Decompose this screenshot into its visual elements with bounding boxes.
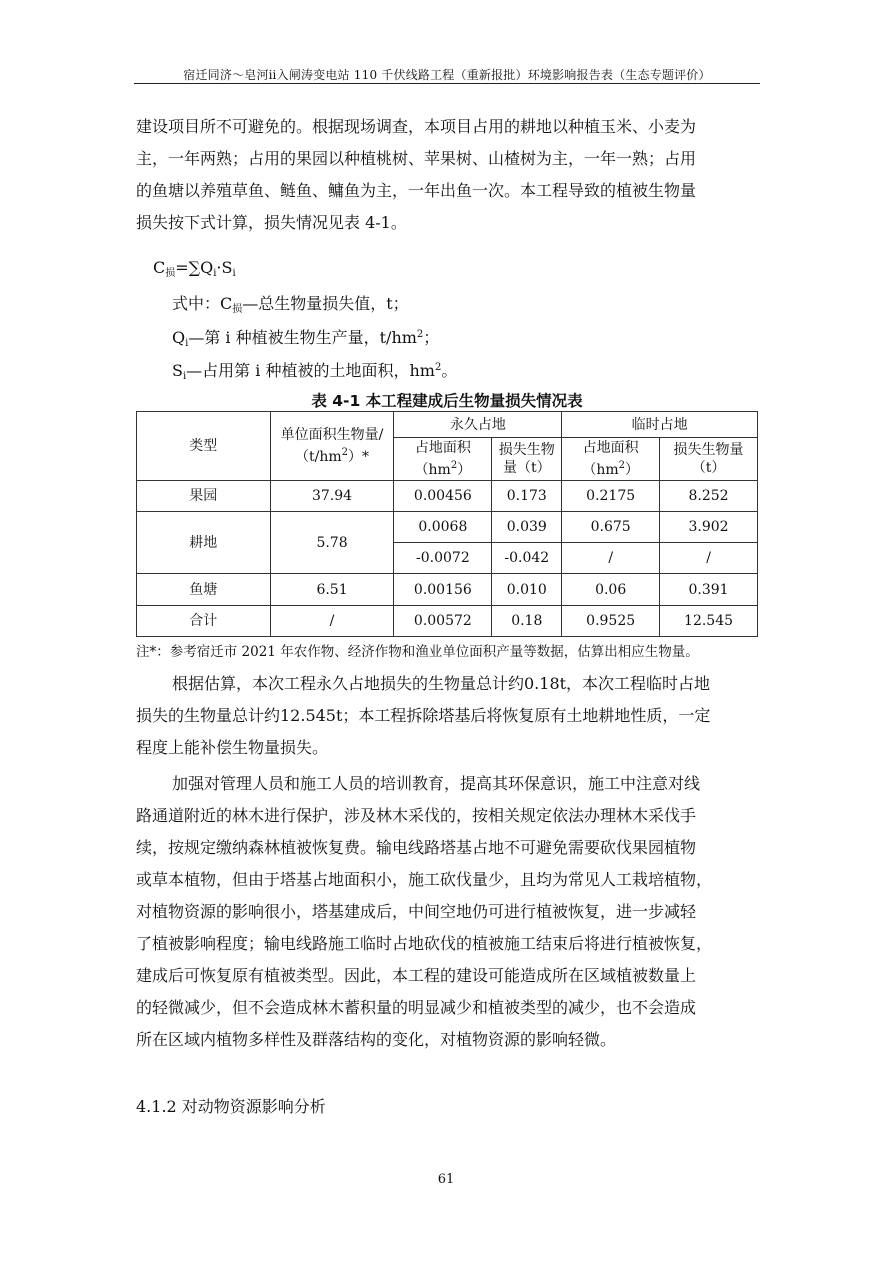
- page-header: 宿迁同济～皂河ⅱ入闸涛变电站 110 千伏线路工程（重新报批）环境影响报告表（生态专题评价）: [183, 68, 711, 82]
- formula-qi-sub: i: [213, 268, 217, 279]
- table-row: [137, 574, 758, 606]
- header-type: 类型: [137, 412, 271, 481]
- header-sup: 2: [618, 460, 625, 471]
- paragraph-line: 或草本植物，但由于塔基占地面积小，施工砍伐量少，且均为常见人工栽培植物，: [136, 870, 713, 889]
- cell-t-loss: 12.545: [660, 606, 758, 637]
- header-temporary-loss: [660, 438, 758, 481]
- cell-t-area: 0.06: [562, 574, 660, 606]
- header-text: 单位面积生物量/: [280, 427, 384, 443]
- paragraph-line: 主，一年两熟；占用的果园以种植桃树、苹果树、山楂树为主，一年一熟；占用: [136, 149, 697, 168]
- header-text: （t/hm: [295, 449, 342, 465]
- biomass-formula: [153, 258, 236, 279]
- cell-p-loss: -0.042: [492, 543, 562, 574]
- paragraph-line: 建设项目所不可避免的。根据现场调查，本项目占用的耕地以种植玉米、小麦为: [136, 117, 697, 136]
- header-sup: 2: [341, 447, 349, 458]
- table-header-row: [137, 412, 758, 438]
- paragraph-2: [136, 668, 764, 764]
- cell-p-loss: 0.173: [492, 481, 562, 512]
- paragraph-line: 损失的生物量总计约12.545t；本工程拆除塔基后将恢复原有土地耕地性质，一定: [136, 706, 711, 725]
- paragraph-line: 的轻微减少，但不会造成林木蓄积量的明显减少和植被类型的减少，也不会造成: [136, 998, 697, 1017]
- header-temporary: 临时占地: [562, 412, 758, 438]
- definition-sub: 损: [232, 304, 243, 315]
- definition-c: [172, 291, 409, 315]
- paragraph-line: 程度上能补偿生物量损失。: [136, 738, 329, 757]
- definition-sup: 2: [434, 362, 442, 373]
- paragraph-line: 加强对管理人员和施工人员的培训教育，提高其环保意识，施工中注意对线: [172, 774, 701, 793]
- definition-text: 式中：C: [172, 294, 233, 313]
- cell-unit: 6.51: [270, 574, 394, 606]
- header-sup: 2: [450, 460, 458, 471]
- header-text: （t）: [691, 460, 726, 476]
- header-permanent: 永久占地: [394, 412, 562, 438]
- definition-sup: 2: [416, 329, 424, 340]
- table-row: [137, 481, 758, 512]
- header-text: 占地面积: [582, 440, 639, 456]
- table-row: [137, 606, 758, 637]
- paragraph-line: 所在区域内植物多样性及群落结构的变化，对植物资源的影响轻微。: [136, 1030, 617, 1049]
- cell-t-loss: /: [660, 543, 758, 574]
- cell-t-loss: 8.252: [660, 481, 758, 512]
- paragraph-line: 建成后可恢复原有植被类型。因此，本工程的建设可能造成所在区域植被数量上: [136, 966, 697, 985]
- cell-p-area: 0.0068: [394, 512, 492, 543]
- cell-type: 果园: [137, 481, 271, 512]
- definition-sub: i: [185, 338, 189, 349]
- cell-t-area: 0.2175: [562, 481, 660, 512]
- paragraph-line: 了植被影响程度；输电线路施工临时占地砍伐的植被施工结束后将进行植被恢复，: [136, 934, 713, 953]
- cell-t-loss: 3.902: [660, 512, 758, 543]
- cell-p-loss: 0.010: [492, 574, 562, 606]
- formula-si-sub: i: [232, 268, 236, 279]
- paragraph-line: 路通道附近的林木进行保护，涉及林木采伐的，按相关规定依法办理林木采伐手: [136, 806, 697, 825]
- cell-t-area: 0.9525: [562, 606, 660, 637]
- header-text: 占地面积: [414, 440, 471, 456]
- definition-text: —占用第 i 种植被的土地面积，hm: [186, 361, 435, 380]
- table-note: 注*：参考宿迁市 2021 年农作物、经济作物和渔业单位面积产量等数据，估算出相应生物量。: [136, 644, 699, 660]
- header-text: （hm: [582, 462, 619, 478]
- cell-type: 鱼塘: [137, 574, 271, 606]
- definition-text: —第 i 种植被生物生产量，t/hm: [188, 328, 417, 347]
- cell-type: 合计: [137, 606, 271, 637]
- header-text: ）*: [348, 449, 370, 465]
- cell-unit: 37.94: [270, 481, 394, 512]
- header-rule: [134, 83, 760, 84]
- cell-p-loss: 0.18: [492, 606, 562, 637]
- paragraph-line: 续，按规定缴纳森林植被恢复费。输电线路塔基占地不可避免需要砍伐果园植物: [136, 838, 697, 857]
- definition-text: Q: [172, 328, 186, 347]
- paragraph-line: 对植物资源的影响很小，塔基建成后，中间空地仍可进行植被恢复，进一步减轻: [136, 902, 697, 921]
- header-text: 损失生物量: [673, 442, 744, 458]
- cell-unit: 5.78: [270, 512, 394, 574]
- header-text: ）: [625, 462, 639, 478]
- cell-type: 耕地: [137, 512, 271, 574]
- header-permanent-loss: [492, 438, 562, 481]
- formula-dot: ·S: [216, 258, 233, 277]
- cell-t-area: /: [562, 543, 660, 574]
- definition-text: ；: [423, 328, 440, 347]
- formula-c-sub: 损: [165, 268, 176, 279]
- section-heading: 4.1.2 对动物资源影响分析: [136, 1097, 326, 1116]
- definition-text: —总生物量损失值，t；: [242, 294, 409, 313]
- formula-eq: =∑Q: [175, 258, 214, 277]
- paragraph-line: 损失按下式计算，损失情况见表 4-1。: [136, 213, 407, 232]
- paragraph-1: [136, 111, 764, 239]
- header-text: 量（t）: [502, 460, 551, 476]
- table-title: 表 4-1 本工程建成后生物量损失情况表: [311, 392, 583, 410]
- cell-t-loss: 0.391: [660, 574, 758, 606]
- biomass-loss-table: [136, 411, 758, 637]
- table-row: [137, 512, 758, 543]
- cell-p-area: 0.00572: [394, 606, 492, 637]
- definition-text: 。: [441, 361, 458, 380]
- header-temporary-area: [562, 438, 660, 481]
- cell-p-area: 0.00156: [394, 574, 492, 606]
- formula-c: C: [153, 258, 166, 277]
- header-text: 损失生物: [498, 442, 555, 458]
- paragraph-3: [136, 768, 764, 1056]
- header-text: ）: [457, 462, 472, 478]
- cell-unit: /: [270, 606, 394, 637]
- cell-p-area: -0.0072: [394, 543, 492, 574]
- header-permanent-area: [394, 438, 492, 481]
- cell-p-area: 0.00456: [394, 481, 492, 512]
- definition-s: [172, 358, 457, 382]
- header-text: （hm: [414, 462, 451, 478]
- paragraph-line: 根据估算，本次工程永久占地损失的生物量总计约0.18t，本次工程临时占地: [172, 674, 711, 693]
- header-unit-biomass: [270, 412, 394, 481]
- definition-sub: i: [182, 371, 187, 382]
- page-number: 61: [437, 1172, 455, 1187]
- cell-p-loss: 0.039: [492, 512, 562, 543]
- definition-q: [172, 325, 439, 349]
- paragraph-line: 的鱼塘以养殖草鱼、鲢鱼、鳙鱼为主，一年出鱼一次。本工程导致的植被生物量: [136, 181, 697, 200]
- cell-t-area: 0.675: [562, 512, 660, 543]
- definition-text: S: [172, 361, 183, 380]
